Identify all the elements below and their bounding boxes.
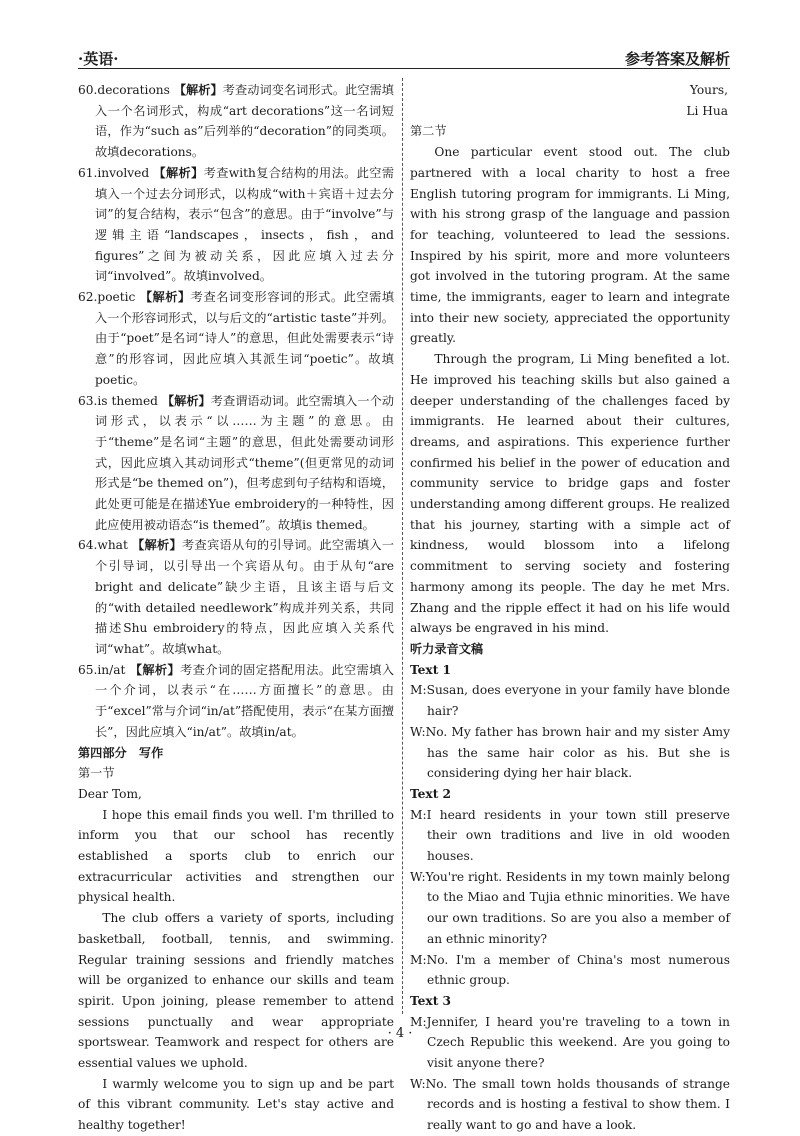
story-paragraph: Through the program, Li Ming benefited a lot. He improved his teaching skills but also gained a deeper understanding of the challenges faced by immigrants. He learned about their cultures, dreams, and aspirations. This experience further confirmed his belief in the power of education and community service to bridge gaps and foster understanding among different groups. He realized that his journey, starting with a simple act of kindness, would blossom into a lifelong commitment to serving society and fostering harmony among its people. The day he met Mrs. Zhang and the ripple effect it had on his life would always be engraved in his mind. [410,352,730,636]
letter-paragraph: The club offers a variety of sports, including basketball, football, tennis, and swimming. Regular training sessions and friendly matches will be organized to enhance our skills and team spirit. Upon joining, please remember to attend sessions punctually and wear appropriate sportswear. Teamwork and respect for others are essential values we uphold. [78,911,394,1071]
dialogue-line: M:Susan, does everyone in your family have blonde hair? [410,683,730,719]
subject-label: ·英语· [78,50,119,68]
column-divider [402,78,403,1014]
header-title: 参考答案及解析 [624,50,730,68]
answer-item: 61.involved 【解析】考查with复合结构的用法。此空需填入一个过去分词形式，以构成“with＋宾语＋过去分词”的复合结构，表示“包含”的意思。由于“involve”与逻辑主语“landscapes，insects，fish，and figures”之间为被动关系，因此应填入过去分词“involved”。故填involved。 [78,165,395,284]
dialogue-line: W:No. The small town holds thousands of strange records and is hosting a festival to show them. I really want to go and have a look. [410,1076,730,1133]
answer-item: 63.is themed 【解析】考查谓语动词。此空需填入一个动词形式，以表示“以……为主题”的意思。由于“theme”是名词“主题”的意思，但此处需要动词形式，因此应填入其动词形式“theme”(但更常见的动词形式是“be themed on”)，但考虑到句子结构和语境，此处更可能是在描述Yue embroidery的一种特性，因此应使用被动语态“is themed”。故填is themed。 [78,393,395,532]
section-title: 第二节 [410,124,447,139]
story-paragraph: One particular event stood out. The club partnered with a local charity to host a free English tutoring program for immigrants. Li Ming, with his strong grasp of the language and passion for teaching, volunteered to lead the sessions. Inspired by his spirit, more and more volunteers got involved in the tutoring program. At the same time, the immigrants, eager to learn and integrate into their new society, appreciated the opportunity greatly. [410,145,730,346]
left-column [78,80,394,1136]
page-header [78,40,730,69]
dialogue-line: M:No. I'm a member of China's most numerous ethnic group. [410,952,730,988]
section-title: 第一节 [78,766,115,781]
part-title: 第四部分 写作 [78,745,164,760]
letter-paragraph: I warmly welcome you to sign up and be part of this vibrant community. Let's stay active and healthy together! [78,1076,394,1133]
listening-title: 听力录音文稿 [410,641,484,656]
answer-item: 60.decorations 【解析】考查动词变名词形式。此空需填入一个名词形式，构成“art decorations”这一名词短语，作为“such as”后列举的“decoration”的同类项。故填decorations。 [78,83,394,160]
answer-item: 64.what 【解析】考查宾语从句的引导词。此空需填入一个引导词，以引导出一个宾语从句。由于从句“are bright and delicate”缺少主语，且该主语与后文的“with detailed needlework”构成并列关系，共同描述Shu embroidery的特点，因此应填入关系代词“what”。故填what。 [78,538,395,656]
text-label: Text 1 [410,662,452,677]
dialogue-line: M:I heard residents in your town still preserve their own traditions and live in old wooden houses. [410,807,730,864]
page-number: · 4 · [387,1026,413,1041]
letter-signature: Li Hua [686,103,728,118]
dialogue-line: W:No. My father has brown hair and my sister Amy has the same hair color as his. But she is considering dying her hair black. [410,724,730,781]
dialogue-line: W:You're right. Residents in my town mainly belong to the Miao and Tujia ethnic minorities. We have our own traditions. So are you also a member of an ethnic minority? [410,869,730,946]
answer-item: 62.poetic 【解析】考查名词变形容词的形式。此空需填入一个形容词形式，以与后文的“artistic taste”并列。由于“poet”是名词“诗人”的意思，但此处需要表示“诗意”的形容词，因此应填入其派生词“poetic”。故填poetic。 [78,290,395,387]
text-label: Text 3 [410,993,452,1008]
letter-closing: Yours, [689,83,728,97]
dialogue-line: M:Jennifer, I heard you're traveling to a town in Czech Republic this weekend. Are you going to visit anyone there? [410,1014,730,1071]
salutation: Dear Tom, [78,786,142,801]
answer-item: 65.in/at 【解析】考查介词的固定搭配用法。此空需填入一个介词，以表示“在……方面擅长”的意思。由于“excel”常与介词“in/at”搭配使用，表示“在某方面擅长”，因此应填入“in/at”。故填in/at。 [78,662,395,739]
right-column [410,80,730,1136]
text-label: Text 2 [410,786,452,801]
letter-paragraph: I hope this email finds you well. I'm thrilled to inform you that our school has recently established a sports club to enrich our extracurricular activities and strengthen our physical health. [78,807,394,905]
